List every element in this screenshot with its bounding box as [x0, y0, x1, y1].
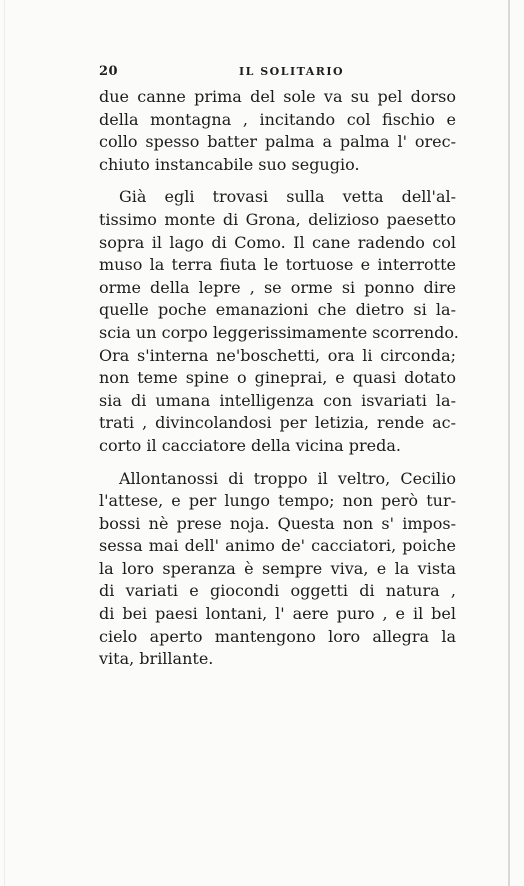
text-line: vita, brillante. [99, 649, 214, 669]
text-line: Allontanossi di troppo il veltro, Cecilio [119, 468, 456, 488]
text-line: Ora s'interna ne'boschetti, ora li circonda; [99, 345, 456, 365]
paragraph-gap [99, 176, 456, 186]
paragraph-gap [99, 458, 456, 468]
text-line: della montagna , incitando col fischio e [99, 109, 456, 129]
text-line: muso la terra fiuta le tortuose e interrotte [99, 255, 456, 275]
text-line: quelle poche emanazioni che dietro si la- [99, 300, 456, 320]
page-left-edge [4, 0, 5, 886]
text-line: tissimo monte di Grona, delizioso paesetto [99, 209, 456, 229]
body-text [99, 86, 459, 671]
paragraph-2 [99, 186, 459, 457]
page-header [99, 64, 456, 84]
text-line: bossi nè prese noja. Questa non s' impos- [99, 513, 456, 533]
page-number: 20 [99, 64, 119, 79]
text-line: chiuto instancabile suo segugio. [99, 154, 360, 174]
text-line: sia di umana intelligenza con isvariati la- [99, 390, 456, 410]
text-line: scia un corpo leggerissimamente scorrendo. [99, 322, 459, 342]
text-line: collo spesso batter palma a palma l' orec- [99, 132, 456, 152]
paragraph-3 [99, 468, 456, 671]
text-line: Già egli trovasi sulla vetta dell'al- [119, 187, 456, 207]
text-line: trati , divincolandosi per letizia, rende ac- [99, 413, 456, 433]
text-line: di variati e giocondi oggetti di natura , [99, 581, 456, 601]
text-line: sessa mai dell' animo de' cacciatori, poiche [99, 536, 456, 556]
paragraph-1 [99, 86, 456, 176]
text-line: corto il cacciatore della vicina preda. [99, 435, 402, 455]
text-line: due canne prima del sole va su pel dorso [99, 87, 456, 106]
text-line: orme della lepre , se orme si ponno dire [99, 277, 456, 297]
text-line: non teme spine o gineprai, e quasi dotato [99, 368, 456, 388]
text-line: di bei paesi lontani, l' aere puro , e il bel [99, 604, 456, 624]
text-line: l'attese, e per lungo tempo; non però tur- [99, 491, 456, 511]
text-line: la loro speranza è sempre viva, e la vista [99, 558, 456, 578]
page-right-edge [508, 0, 510, 886]
text-line: sopra il lago di Como. Il cane radendo col [99, 232, 456, 252]
running-title: IL SOLITARIO [239, 65, 345, 78]
text-line: cielo aperto mantengono loro allegra la [99, 626, 456, 646]
